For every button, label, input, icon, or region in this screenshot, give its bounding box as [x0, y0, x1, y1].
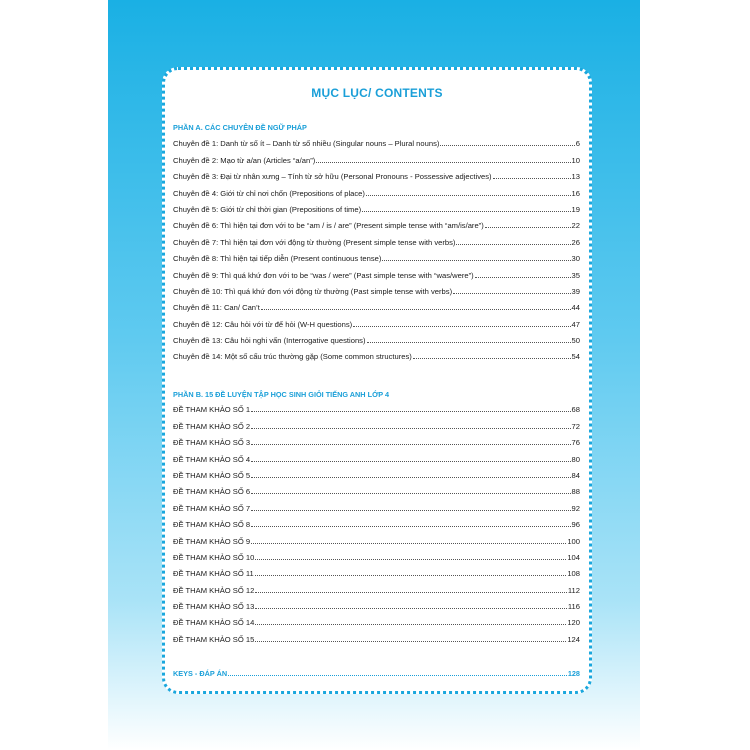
toc-entry-label: ĐỀ THAM KHẢO SỐ 6	[173, 487, 251, 497]
toc-entry-page: 13	[571, 172, 580, 182]
toc-entry[interactable]	[173, 496, 580, 512]
toc-entry[interactable]	[173, 480, 580, 496]
toc-entry-page: 47	[571, 319, 580, 329]
toc-entry[interactable]	[173, 312, 580, 328]
toc-entry[interactable]	[173, 513, 580, 529]
toc-entry-page: 92	[571, 503, 580, 513]
toc-entry-label: Chuyên đề 12: Câu hỏi với từ để hỏi (W-H questions)	[173, 319, 353, 329]
toc-entry-label: ĐỀ THAM KHẢO SỐ 9	[173, 536, 251, 546]
toc-entry-label: ĐỀ THAM KHẢO SỐ 12	[173, 585, 255, 595]
dot-leader	[228, 675, 567, 676]
part-b-list	[173, 398, 580, 644]
toc-entry-page: 76	[571, 438, 580, 448]
toc-entry-label: Chuyên đề 4: Giới từ chỉ nơi chốn (Prepositions of place)	[173, 188, 365, 198]
toc-entry-page: 72	[571, 421, 580, 431]
dot-leader	[251, 493, 570, 494]
page-title: MỤC LỤC/ CONTENTS	[311, 86, 443, 100]
toc-entry-label: ĐỀ THAM KHẢO SỐ 3	[173, 438, 251, 448]
toc-entry-page: 120	[567, 618, 580, 628]
toc-entry[interactable]	[173, 296, 580, 312]
toc-entry[interactable]	[173, 165, 580, 181]
dot-leader	[453, 293, 570, 294]
toc-entry-page: 35	[571, 270, 580, 280]
dot-leader	[362, 211, 570, 212]
toc-entry[interactable]	[173, 148, 580, 164]
toc-entry-label: ĐỀ THAM KHẢO SỐ 1	[173, 405, 251, 415]
toc-entry-page: 80	[571, 454, 580, 464]
dot-leader	[367, 342, 571, 343]
toc-entry[interactable]	[173, 562, 580, 578]
part-a-heading: PHẦN A. CÁC CHUYÊN ĐỀ NGỮ PHÁP	[173, 123, 307, 132]
toc-entry-page: 19	[571, 204, 580, 214]
toc-entry[interactable]	[173, 578, 580, 594]
toc-entry-page: 44	[571, 303, 580, 313]
toc-entry[interactable]	[173, 627, 580, 643]
toc-entry-page: 22	[571, 221, 580, 231]
toc-entry-page: 50	[571, 336, 580, 346]
toc-entry[interactable]	[173, 329, 580, 345]
toc-entry-label: ĐỀ THAM KHẢO SỐ 8	[173, 520, 251, 530]
toc-entry[interactable]	[173, 280, 580, 296]
toc-entry-label: Chuyên đề 5: Giới từ chỉ thời gian (Prepositions of time)	[173, 204, 362, 214]
toc-entry-label: ĐỀ THAM KHẢO SỐ 11	[173, 569, 254, 579]
dot-leader	[251, 510, 570, 511]
toc-entry[interactable]	[173, 181, 580, 197]
dot-leader	[251, 444, 570, 445]
dot-leader	[251, 428, 570, 429]
toc-entry[interactable]	[173, 398, 580, 414]
toc-entry-label: ĐỀ THAM KHẢO SỐ 14	[173, 618, 255, 628]
toc-entry[interactable]	[173, 247, 580, 263]
toc-entry-page: 104	[567, 552, 580, 562]
toc-entry-page: 84	[571, 470, 580, 480]
dot-leader	[316, 162, 570, 163]
toc-entry-page: 68	[571, 405, 580, 415]
toc-entry[interactable]	[173, 595, 580, 611]
toc-entry[interactable]	[173, 345, 580, 361]
toc-entry-label: Chuyên đề 8: Thì hiện tại tiếp diễn (Present continuous tense)	[173, 254, 382, 264]
toc-entry-page: 16	[571, 188, 580, 198]
contents-card	[162, 67, 592, 694]
toc-entry-page: 30	[571, 254, 580, 264]
toc-entry-page: 26	[571, 237, 580, 247]
toc-entry-page: 96	[571, 520, 580, 530]
toc-entry-label: Chuyên đề 10: Thì quá khứ đơn với động từ thường (Past simple tense with verbs)	[173, 286, 453, 296]
part-b-heading: PHẦN B. 15 ĐỀ LUYỆN TẬP HỌC SINH GIỎI TIẾNG ANH LỚP 4	[173, 390, 390, 399]
dot-leader	[255, 592, 567, 593]
toc-entry-label: Chuyên đề 3: Đại từ nhân xưng – Tính từ sở hữu (Personal Pronouns - Possessive adjectives)	[173, 172, 492, 182]
toc-entry-label: Chuyên đề 7: Thì hiện tại đơn với động từ thường (Present simple tense with verbs)	[173, 237, 456, 247]
dot-leader	[255, 641, 566, 642]
toc-entry-page: 108	[567, 569, 580, 579]
toc-entry-label: Chuyên đề 2: Mạo từ a/an (Articles “a/an”)	[173, 155, 316, 165]
dot-leader	[366, 195, 571, 196]
dot-leader	[413, 358, 571, 359]
dot-leader	[251, 477, 570, 478]
toc-entry-label: ĐỀ THAM KHẢO SỐ 7	[173, 503, 251, 513]
dot-leader	[251, 461, 570, 462]
keys-entry[interactable]	[173, 666, 580, 678]
toc-entry[interactable]	[173, 546, 580, 562]
toc-entry[interactable]	[173, 447, 580, 463]
dot-leader	[456, 244, 570, 245]
toc-entry-page: 10	[571, 155, 580, 165]
toc-entry-label: ĐỀ THAM KHẢO SỐ 4	[173, 454, 251, 464]
dot-leader	[440, 145, 574, 146]
toc-entry-label: ĐỀ THAM KHẢO SỐ 5	[173, 470, 251, 480]
toc-entry-label: Chuyên đề 14: Một số cấu trúc thường gặp (Some common structures)	[173, 352, 412, 362]
toc-entry-page: 116	[567, 602, 580, 612]
toc-entry-label: ĐỀ THAM KHẢO SỐ 10	[173, 552, 255, 562]
dot-leader	[353, 326, 570, 327]
toc-entry-page: 54	[571, 352, 580, 362]
toc-entry[interactable]	[173, 263, 580, 279]
toc-entry[interactable]	[173, 132, 580, 148]
toc-entry[interactable]	[173, 431, 580, 447]
keys-label: KEYS - ĐÁP ÁN	[173, 669, 228, 678]
toc-entry-page: 39	[571, 286, 580, 296]
dot-leader	[251, 526, 570, 527]
toc-entry-label: ĐỀ THAM KHẢO SỐ 13	[173, 602, 255, 612]
toc-entry-label: Chuyên đề 9: Thì quá khứ đơn với to be “was / were” (Past simple tense with “was/were”)	[173, 270, 474, 280]
toc-entry[interactable]	[173, 529, 580, 545]
dot-leader	[261, 309, 571, 310]
part-a-list	[173, 132, 580, 361]
toc-entry[interactable]	[173, 198, 580, 214]
toc-entry-page: 88	[571, 487, 580, 497]
toc-entry-page: 112	[567, 585, 580, 595]
dot-leader	[255, 559, 566, 560]
toc-entry-page: 124	[567, 634, 580, 644]
toc-entry-label: Chuyên đề 6: Thì hiện tại đơn với to be “am / is / are” (Present simple tense with “am/is/are”)	[173, 221, 484, 231]
keys-page: 128	[567, 669, 580, 678]
toc-entry-page: 100	[567, 536, 580, 546]
toc-entry-label: Chuyên đề 13: Câu hỏi nghi vấn (Interrogative questions)	[173, 336, 366, 346]
dot-leader	[255, 608, 567, 609]
dot-leader	[382, 260, 570, 261]
toc-entry[interactable]	[173, 414, 580, 430]
toc-entry-label: Chuyên đề 1: Danh từ số ít – Danh từ số nhiều (Singular nouns – Plural nouns)	[173, 139, 440, 149]
dot-leader	[255, 575, 567, 576]
toc-entry-page: 6	[575, 139, 580, 149]
toc-entry[interactable]	[173, 464, 580, 480]
dot-leader	[251, 543, 566, 544]
dot-leader	[485, 227, 571, 228]
dot-leader	[255, 624, 566, 625]
toc-entry-label: Chuyên đề 11: Can/ Can’t	[173, 303, 260, 313]
dot-leader	[493, 178, 571, 179]
dot-leader	[475, 277, 571, 278]
toc-entry-label: ĐỀ THAM KHẢO SỐ 2	[173, 421, 251, 431]
dot-leader	[251, 411, 570, 412]
toc-entry[interactable]	[173, 230, 580, 246]
toc-entry[interactable]	[173, 611, 580, 627]
toc-entry[interactable]	[173, 214, 580, 230]
toc-entry-label: ĐỀ THAM KHẢO SỐ 15	[173, 634, 255, 644]
